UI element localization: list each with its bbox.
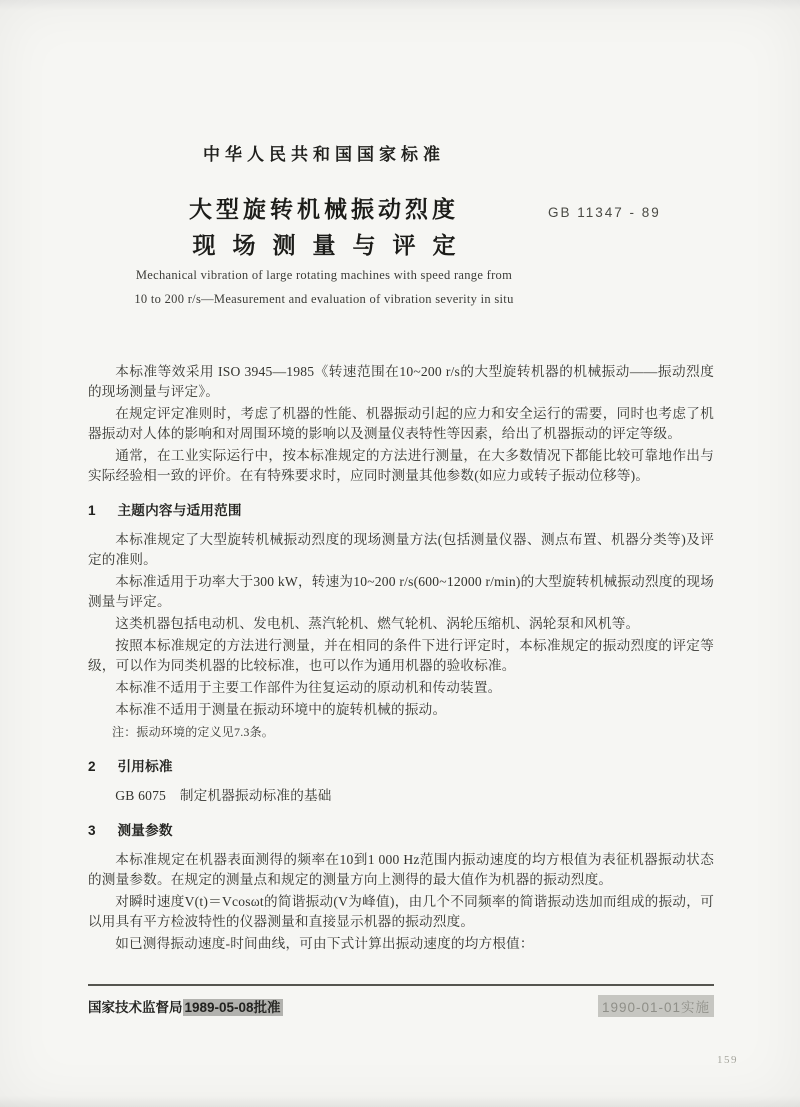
section-paragraph: 按照本标准规定的方法进行测量，并在相同的条件下进行评定时，本标准规定的振动烈度的评定等级，可以作为同类机器的比较标准，也可以作为通用机器的验收标准。 — [88, 638, 714, 673]
section-note: 注：振动环境的定义见7.3条。 — [112, 725, 275, 739]
approval-authority: 国家技术监督局 — [88, 1000, 183, 1015]
preamble-paragraph: 本标准等效采用 ISO 3945—1985《转速范围在10~200 r/s的大型旋转机器的机械振动——振动烈度的现场测量与评定》。 — [88, 364, 714, 399]
section-paragraph: 本标准适用于功率大于300 kW，转速为10~200 r/s(600~12000 r/min)的大型旋转机械振动烈度的现场测量与评定。 — [88, 574, 714, 609]
section-paragraph: 这类机器包括电动机、发电机、蒸汽轮机、燃气轮机、涡轮压缩机、涡轮泵和风机等。 — [115, 616, 640, 631]
document-body — [88, 362, 714, 956]
english-title-line1: Mechanical vibration of large rotating machines with speed range from — [135, 268, 513, 282]
section-paragraph: 本标准不适用于测量在振动环境中的旋转机械的振动。 — [115, 702, 447, 717]
document-title-line2: 现场测量与评定 — [192, 232, 473, 258]
section-title: 测量参数 — [117, 823, 173, 838]
preamble-paragraph: 在规定评定准则时，考虑了机器的性能、机器振动引起的应力和安全运行的需要，同时也考虑了机器振动对人体的影响和对周围环境的影响以及测量仪表特性等因素，给出了机器振动的评定等级。 — [88, 406, 714, 441]
section-paragraph: 本标准规定了大型旋转机械振动烈度的现场测量方法(包括测量仪器、测点布置、机器分类等)及评定的准则。 — [88, 532, 714, 567]
section-title: 主题内容与适用范围 — [117, 503, 242, 518]
document-title-line1: 大型旋转机械振动烈度 — [189, 196, 459, 222]
standard-number: GB 11347 - 89 — [548, 205, 661, 220]
section-1-heading — [88, 501, 714, 521]
referenced-standard: GB 6075 制定机器振动标准的基础 — [115, 788, 332, 803]
section-3-heading — [88, 821, 714, 841]
section-2-heading — [88, 757, 714, 777]
approval-date: 1989-05-08批准 — [184, 1000, 281, 1015]
section-number: 3 — [88, 823, 96, 838]
footer-divider — [88, 984, 714, 986]
approval-text — [88, 996, 283, 1016]
section-paragraph: 本标准规定在机器表面测得的频率在10到1 000 Hz范围内振动速度的均方根值为表征机器振动状态的测量参数。在规定的测量点和规定的测量方向上测得的最大值作为机器的振动烈度。 — [88, 852, 714, 887]
implementation-date: 1990-01-01实施 — [598, 995, 714, 1017]
section-paragraph: 本标准不适用于主要工作部件为往复运动的原动机和传动装置。 — [115, 680, 502, 695]
section-title: 引用标准 — [117, 759, 173, 774]
standard-kicker: 中华人民共和国国家标准 — [203, 145, 445, 164]
section-number: 1 — [88, 503, 96, 518]
english-title — [88, 263, 560, 311]
page-number: 159 — [717, 1054, 738, 1066]
section-number: 2 — [88, 759, 96, 774]
section-paragraph: 如已测得振动速度-时间曲线，可由下式计算出振动速度的均方根值： — [115, 936, 534, 951]
section-paragraph: 对瞬时速度V(t)＝Vcosωt的简谐振动(V为峰值)，由几个不同频率的简谐振动迭加而组成的振动，可以用具有平方检波特性的仪器测量和直接显示机器的振动烈度。 — [88, 894, 714, 929]
english-title-line2: 10 to 200 r/s—Measurement and evaluation of vibration severity in situ — [134, 292, 514, 306]
preamble-paragraph: 通常，在工业实际运行中，按本标准规定的方法进行测量，在大多数情况下都能比较可靠地作出与实际经验相一致的评价。在有特殊要求时，应同时测量其他参数(如应力或转子振动位移等)。 — [88, 448, 714, 483]
document-footer — [88, 984, 714, 1017]
footer-row — [88, 995, 714, 1017]
